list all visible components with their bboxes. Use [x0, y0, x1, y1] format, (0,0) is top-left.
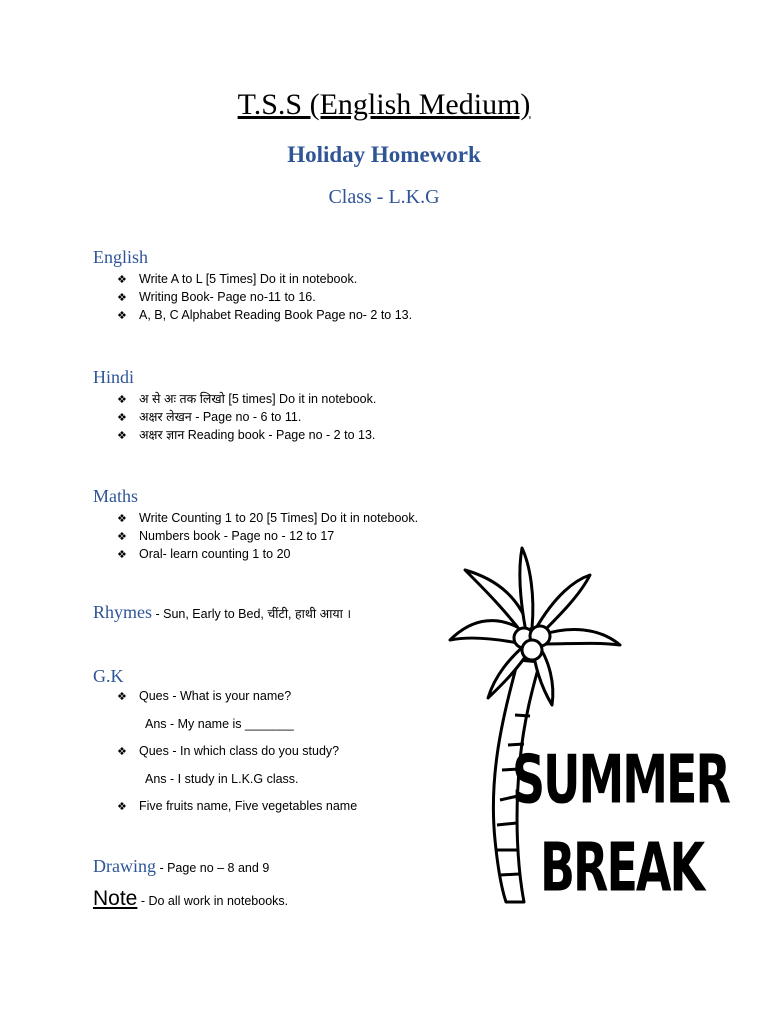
bullet-icon: ❖	[117, 513, 127, 525]
bullet-icon: ❖	[117, 412, 127, 424]
gk-item-3: ❖ Five fruits name, Five vegetables name	[117, 799, 358, 813]
hindi-list	[117, 390, 376, 444]
drawing-heading: Drawing	[93, 856, 156, 876]
class-label: Class - L.K.G	[328, 186, 440, 208]
document-subtitle: Holiday Homework	[287, 142, 481, 167]
maths-list	[117, 509, 418, 563]
bullet-icon: ❖	[117, 310, 127, 322]
drawing-text: - Page no – 8 and 9	[155, 861, 270, 875]
bullet-icon: ❖	[117, 430, 127, 442]
list-item: ❖ अक्षर ज्ञान Reading book - Page no - 2 to 13.	[117, 426, 376, 444]
bullet-icon: ❖	[117, 801, 127, 813]
summer-text: SUMMER	[512, 740, 729, 819]
bullet-icon: ❖	[117, 394, 127, 406]
list-item: ❖ अक्षर लेखन - Page no - 6 to 11.	[117, 408, 376, 426]
drawing-line	[93, 856, 269, 877]
list-item: ❖ Write A to L [5 Times] Do it in notebook.	[117, 270, 412, 288]
bullet-icon: ❖	[117, 531, 127, 543]
note-text: - Do all work in notebooks.	[137, 894, 289, 908]
bullet-icon: ❖	[117, 292, 127, 304]
break-text: BREAK	[540, 828, 704, 907]
list-item: ❖ Writing Book- Page no-11 to 16.	[117, 288, 412, 306]
list-item: ❖ Oral- learn counting 1 to 20	[117, 545, 418, 563]
bullet-icon: ❖	[117, 691, 127, 703]
bullet-icon: ❖	[117, 746, 127, 758]
gk-answer-1: Ans - My name is _______	[145, 717, 294, 731]
rhymes-text: - Sun, Early to Bed, चींटी, हाथी आया ।	[152, 607, 352, 621]
note-line	[93, 887, 288, 911]
summer-break-artwork	[440, 540, 740, 920]
gk-heading: G.K	[93, 666, 124, 686]
maths-heading: Maths	[93, 486, 138, 506]
list-item: ❖ अ से अः तक लिखो [5 times] Do it in notebook.	[117, 390, 376, 408]
gk-answer-2: Ans - I study in L.K.G class.	[145, 772, 299, 786]
list-item: ❖ Write Counting 1 to 20 [5 Times] Do it in notebook.	[117, 509, 418, 527]
rhymes-line	[93, 602, 351, 623]
english-list	[117, 270, 412, 324]
list-item: ❖ Numbers book - Page no - 12 to 17	[117, 527, 418, 545]
hindi-heading: Hindi	[93, 367, 135, 387]
school-title: T.S.S (English Medium)	[237, 88, 531, 121]
rhymes-heading: Rhymes	[93, 602, 153, 622]
bullet-icon: ❖	[117, 274, 127, 286]
note-label: Note	[93, 887, 138, 910]
gk-question-1: ❖ Ques - What is your name?	[117, 689, 292, 703]
bullet-icon: ❖	[117, 549, 127, 561]
list-item: ❖ A, B, C Alphabet Reading Book Page no- 2 to 13.	[117, 306, 412, 324]
english-heading: English	[93, 247, 149, 267]
gk-question-2: ❖ Ques - In which class do you study?	[117, 744, 340, 758]
